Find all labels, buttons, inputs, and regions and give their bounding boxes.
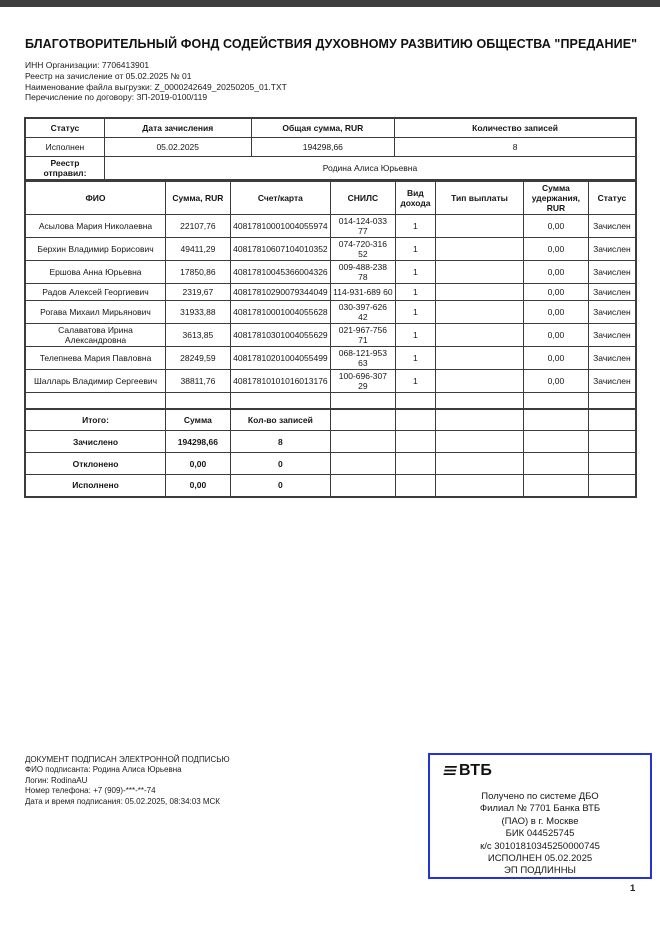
vtb-wing-icon xyxy=(443,764,457,782)
col-header-account: Счет/карта xyxy=(230,181,330,215)
status-values-row xyxy=(25,137,636,156)
signature-line-title: ДОКУМЕНТ ПОДПИСАН ЭЛЕКТРОННОЙ ПОДПИСЬЮ xyxy=(25,755,230,764)
table-cell: 1 xyxy=(395,347,435,370)
spacer-row xyxy=(25,393,636,409)
registry-table xyxy=(24,180,637,498)
col-header-payment-type: Тип выплаты xyxy=(436,181,524,215)
table-cell: 021-967-756 71 xyxy=(330,324,395,347)
document-info xyxy=(25,60,625,103)
status-header-date: Дата зачисления xyxy=(104,118,251,137)
col-header-snils: СНИЛС xyxy=(330,181,395,215)
table-cell: 40817810001004055974 xyxy=(230,215,330,238)
table-cell xyxy=(588,453,636,475)
table-row xyxy=(25,347,636,370)
totals-table-body xyxy=(25,431,636,497)
sender-value: Родина Алиса Юрьевна xyxy=(104,156,636,180)
table-cell: 1 xyxy=(395,238,435,261)
totals-row xyxy=(25,475,636,497)
table-cell: 40817810607104010352 xyxy=(230,238,330,261)
table-cell: Зачислен xyxy=(588,370,636,393)
electronic-signature-block xyxy=(25,755,355,807)
table-cell: 068-121-953 63 xyxy=(330,347,395,370)
status-value: Исполнен xyxy=(25,137,104,156)
signature-line-datetime: Дата и время подписания: 05.02.2025, 08:34:03 МСК xyxy=(25,796,220,806)
empty-cell xyxy=(436,409,524,431)
table-cell: 0,00 xyxy=(166,475,231,497)
info-line-inn: ИНН Организации: 7706413901 xyxy=(25,60,150,70)
table-cell: Зачислен xyxy=(588,261,636,284)
vtb-logo xyxy=(443,762,492,782)
table-cell: 014-124-033 77 xyxy=(330,215,395,238)
table-row xyxy=(25,301,636,324)
table-cell xyxy=(436,284,524,301)
registry-table-body xyxy=(25,215,636,393)
table-cell: 3613,85 xyxy=(166,324,231,347)
table-cell: 100-696-307 29 xyxy=(330,370,395,393)
table-cell xyxy=(330,431,395,453)
table-row xyxy=(25,238,636,261)
page-number: 1 xyxy=(630,883,636,894)
registry-header-row xyxy=(25,181,636,215)
table-cell xyxy=(588,431,636,453)
info-line-contract: Перечисление по договору: ЗП-2019-0100/119 xyxy=(25,92,208,103)
status-header-count: Количество записей xyxy=(395,118,636,137)
table-cell: Исполнено xyxy=(25,475,166,497)
totals-col-sum: Сумма xyxy=(166,409,231,431)
col-header-status: Статус xyxy=(588,181,636,215)
totals-label: Итого: xyxy=(25,409,166,431)
status-header-row xyxy=(25,118,636,137)
table-cell: 28249,59 xyxy=(166,347,231,370)
table-cell xyxy=(588,475,636,497)
table-cell: Телепнева Мария Павловна xyxy=(25,347,166,370)
empty-cell xyxy=(330,393,395,409)
table-cell xyxy=(436,370,524,393)
table-cell xyxy=(524,453,589,475)
table-cell: Зачислено xyxy=(25,431,166,453)
empty-cell xyxy=(25,393,166,409)
table-cell: 0,00 xyxy=(166,453,231,475)
table-cell: 40817810101016013176 xyxy=(230,370,330,393)
table-cell xyxy=(436,431,524,453)
table-cell: 194298,66 xyxy=(166,431,231,453)
table-cell: 0,00 xyxy=(524,261,589,284)
totals-row xyxy=(25,431,636,453)
table-cell: 0,00 xyxy=(524,370,589,393)
table-cell xyxy=(330,475,395,497)
sender-row xyxy=(25,156,636,180)
table-cell xyxy=(436,215,524,238)
table-cell: Зачислен xyxy=(588,215,636,238)
page-title: БЛАГОТВОРИТЕЛЬНЫЙ ФОНД СОДЕЙСТВИЯ ДУХОВНОМУ РАЗВИТИЮ ОБЩЕСТВА "ПРЕДАНИЕ" xyxy=(25,37,638,51)
table-cell: 1 xyxy=(395,370,435,393)
status-header-status: Статус xyxy=(25,118,104,137)
empty-cell xyxy=(230,393,330,409)
stamp-line-valid: ЭП ПОДЛИННЫ xyxy=(504,865,576,877)
table-cell: Шалларь Владимир Сергеевич xyxy=(25,370,166,393)
table-cell: 40817810045366004326 xyxy=(230,261,330,284)
table-cell: Зачислен xyxy=(588,238,636,261)
table-cell: Салаватова Ирина Александровна xyxy=(25,324,166,347)
table-cell: 1 xyxy=(395,215,435,238)
table-cell: 0,00 xyxy=(524,347,589,370)
empty-cell xyxy=(436,393,524,409)
records-count-value: 8 xyxy=(395,137,636,156)
bank-name: ВТБ xyxy=(459,762,493,779)
table-cell: 40817810290079344049 xyxy=(230,284,330,301)
total-sum-value: 194298,66 xyxy=(251,137,395,156)
table-cell: 40817810201004055499 xyxy=(230,347,330,370)
empty-cell xyxy=(524,393,589,409)
table-cell xyxy=(436,301,524,324)
empty-cell xyxy=(395,409,435,431)
empty-cell xyxy=(166,393,231,409)
table-cell: 2319,67 xyxy=(166,284,231,301)
totals-col-count: Кол-во записей xyxy=(230,409,330,431)
table-row xyxy=(25,261,636,284)
table-cell: 0,00 xyxy=(524,301,589,324)
table-cell: 0 xyxy=(230,475,330,497)
sender-label: Реестр отправил: xyxy=(25,156,104,180)
signature-line-login: Логин: RodinaAU xyxy=(25,775,88,785)
table-cell: 17850,86 xyxy=(166,261,231,284)
table-cell: 40817810301004055629 xyxy=(230,324,330,347)
table-cell: Ершова Анна Юрьевна xyxy=(25,261,166,284)
stamp-text xyxy=(430,791,650,878)
table-cell: 1 xyxy=(395,284,435,301)
table-cell xyxy=(524,431,589,453)
signature-line-fio: ФИО подписанта: Родина Алиса Юрьевна xyxy=(25,765,182,775)
stamp-line-corr-account: к/с 30101810345250000745 xyxy=(480,840,600,852)
table-cell: Зачислен xyxy=(588,347,636,370)
table-cell: 1 xyxy=(395,301,435,324)
signature-line-phone: Номер телефона: +7 (909)-***-**-74 xyxy=(25,786,156,796)
table-row xyxy=(25,215,636,238)
table-cell: 030-397-626 42 xyxy=(330,301,395,324)
totals-row xyxy=(25,453,636,475)
empty-cell xyxy=(395,393,435,409)
table-cell xyxy=(436,324,524,347)
table-cell: Рогава Михаил Мирьянович xyxy=(25,301,166,324)
table-cell: 009-488-238 78 xyxy=(330,261,395,284)
table-cell: Отклонено xyxy=(25,453,166,475)
table-cell: Зачислен xyxy=(588,324,636,347)
table-cell xyxy=(436,238,524,261)
info-line-registry: Реестр на зачисление от 05.02.2025 № 01 xyxy=(25,70,192,81)
col-header-income-type: Вид дохода xyxy=(395,181,435,215)
table-cell: 0 xyxy=(230,453,330,475)
table-cell xyxy=(436,475,524,497)
table-cell: 114-931-689 60 xyxy=(330,284,395,301)
col-header-fio: ФИО xyxy=(25,181,166,215)
empty-cell xyxy=(330,409,395,431)
stamp-line-bik: БИК 044525745 xyxy=(505,828,575,840)
stamp-line-executed: ИСПОЛНЕН 05.02.2025 xyxy=(487,853,593,865)
table-cell: Берхин Владимир Борисович xyxy=(25,238,166,261)
window-top-bar xyxy=(0,0,660,7)
empty-cell xyxy=(524,409,589,431)
table-row xyxy=(25,324,636,347)
date-value: 05.02.2025 xyxy=(104,137,251,156)
table-cell xyxy=(395,431,435,453)
table-cell: Зачислен xyxy=(588,301,636,324)
table-cell: Радов Алексей Георгиевич xyxy=(25,284,166,301)
col-header-sum: Сумма, RUR xyxy=(166,181,231,215)
table-cell: 1 xyxy=(395,324,435,347)
empty-cell xyxy=(588,393,636,409)
table-row xyxy=(25,370,636,393)
table-cell: 40817810001004055628 xyxy=(230,301,330,324)
table-cell xyxy=(395,475,435,497)
table-cell: 0,00 xyxy=(524,215,589,238)
info-line-filename: Наименование файла выгрузки: Z_0000242649_20250205_01.TXT xyxy=(25,81,287,92)
table-cell: Зачислен xyxy=(588,284,636,301)
status-header-total: Общая сумма, RUR xyxy=(251,118,395,137)
table-cell: 0,00 xyxy=(524,284,589,301)
vtb-bank-stamp xyxy=(428,753,652,879)
table-cell xyxy=(436,347,524,370)
table-cell xyxy=(330,453,395,475)
table-cell: 0,00 xyxy=(524,324,589,347)
table-row xyxy=(25,284,636,301)
table-cell: Асылова Мария Николаевна xyxy=(25,215,166,238)
stamp-line-received: Получено по системе ДБО xyxy=(481,791,599,802)
table-cell: 8 xyxy=(230,431,330,453)
table-cell xyxy=(436,453,524,475)
col-header-withhold: Сумма удержания, RUR xyxy=(524,181,589,215)
totals-header-row xyxy=(25,409,636,431)
table-cell: 1 xyxy=(395,261,435,284)
table-cell: 49411,29 xyxy=(166,238,231,261)
table-cell xyxy=(524,475,589,497)
table-cell xyxy=(436,261,524,284)
status-summary-table xyxy=(24,117,637,181)
table-cell xyxy=(395,453,435,475)
table-cell: 22107,76 xyxy=(166,215,231,238)
table-cell: 074-720-316 52 xyxy=(330,238,395,261)
stamp-line-city: (ПАО) в г. Москве xyxy=(501,815,579,827)
table-cell: 38811,76 xyxy=(166,370,231,393)
table-cell: 31933,88 xyxy=(166,301,231,324)
table-cell: 0,00 xyxy=(524,238,589,261)
empty-cell xyxy=(588,409,636,431)
stamp-line-branch: Филиал № 7701 Банка ВТБ xyxy=(479,803,601,815)
